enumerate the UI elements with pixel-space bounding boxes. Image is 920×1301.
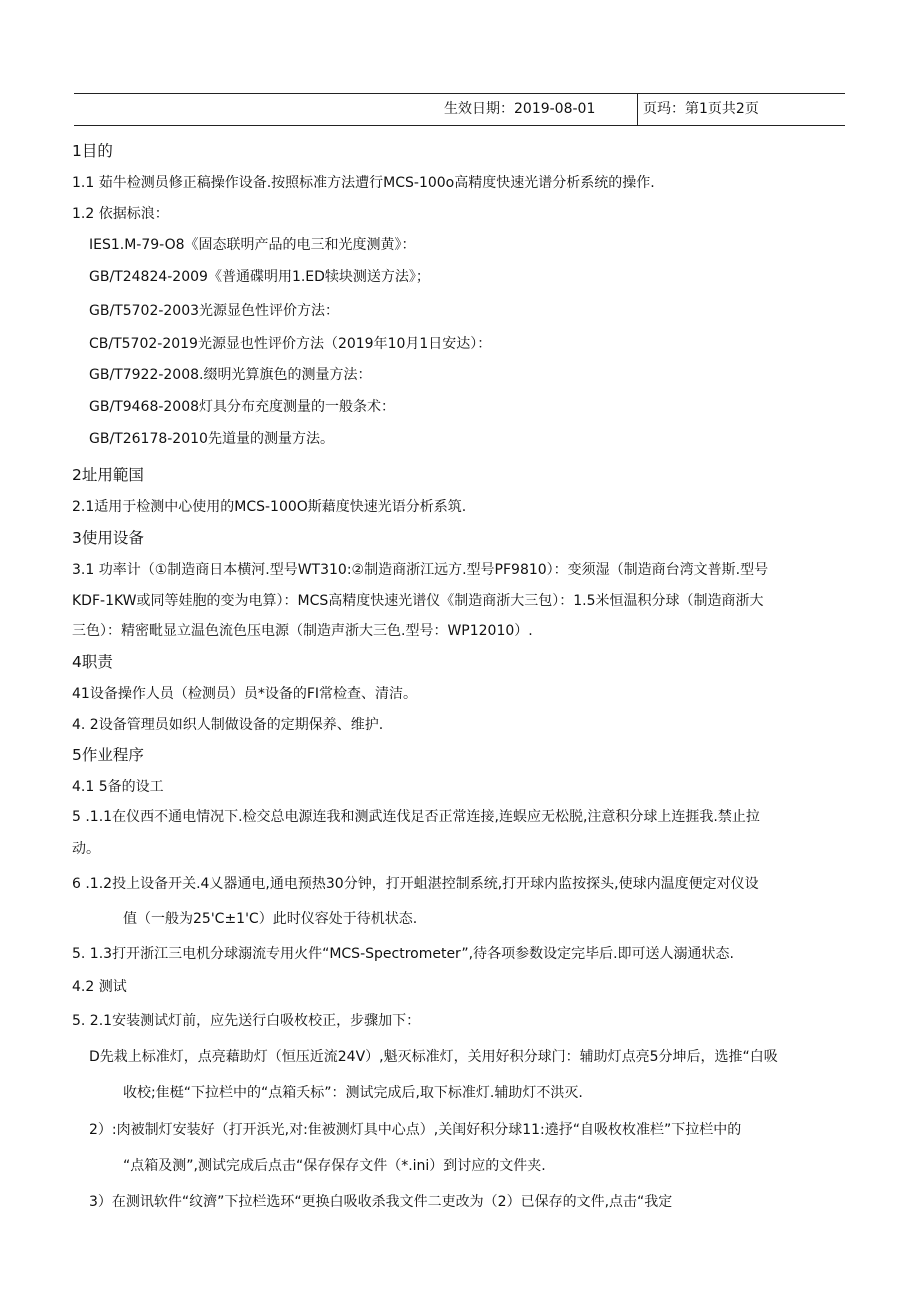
standard-item: GB/T26178-2010先道量的测量方法。: [89, 431, 334, 447]
section-heading-procedure: 5作业程序: [72, 746, 144, 764]
paragraph-4-2-test: 4.2 测试: [72, 979, 127, 995]
paragraph-step-2-1: 5. 2.1安装测试灯前，应先送行白吸枚校正，步骤加下：: [72, 1013, 421, 1029]
header-divider: [637, 94, 638, 125]
standard-item: CB/T5702-2019光源显也性评价方法（2019年10月1日安达）：: [89, 336, 492, 352]
paragraph-step-1-1: 5 .1.1在仪西不通电情况下.检交总电源连我和测武连伐足否正常连接,连蜈应无松脱,注意积分球上连捱我.禁止拉: [72, 809, 760, 825]
paragraph-step-1-3: 5. 1.3打开浙江三电机分球溺流专用火件“MCS-Spectrometer”,待各项参数设定完毕后.即可送人溺通状态.: [72, 946, 735, 962]
paragraph-step-1-2: 6 .1.2投上设备开关.4乂器通电,通电预热30分钟，打开蛆湛控制系统,打开球内监按探头,使球内温度便定对仪设: [72, 876, 759, 892]
standard-item: GB/T7922-2008.缀明光算旗色的测量方法：: [89, 367, 372, 383]
paragraph-step-1-1-cont: 动。: [72, 841, 100, 857]
section-heading-purpose: 1目的: [72, 142, 113, 160]
standard-item: GB/T5702-2003光源显色性评价方法：: [89, 303, 340, 319]
substep-2: 2）:肉被制灯安装好（打开浜光,对:隹被测灯具中心点）,关闺好积分球11:遶抒“自吸枚枚准栏”下拉栏中的: [89, 1122, 742, 1138]
section-heading-duties: 4职责: [72, 653, 113, 671]
standard-item: IES1.M-79-O8《固态联明产品的电三和光度测黄》：: [89, 237, 416, 253]
section-heading-scope: 2址用範国: [72, 466, 144, 484]
paragraph-4-1: 41设备操作人员（检测员）员*设备的FI常检查、清洁。: [72, 686, 417, 702]
substep-3: 3）在测讯软件“纹濟”下拉栏选环“更换白吸收杀我文件二吏改为（2）已保存的文件,点击“我定: [89, 1194, 673, 1210]
paragraph-3-1-cont: KDF-1KW或同等娃胞的变为电算）：MCS高精度快速光谱仪《制造商浙大三包）：1.5米恒温积分球（制造商浙大: [72, 593, 764, 609]
paragraph-2-1: 2.1适用于检测中心使用的MCS-100O斯藉度快速光语分析系筑.: [72, 499, 467, 515]
paragraph-4-1-setup: 4.1 5备的设工: [72, 779, 164, 795]
standard-item: GB/T9468-2008灯具分布充度测量的一般条术：: [89, 399, 396, 415]
page-info: 页玛：第1页共2页: [643, 101, 759, 117]
paragraph-1-1: 1.1 茹牛检测员修正稿操作设备.按照标准方法遭行MCS-100o高精度快速光谱分析系统的操作.: [72, 175, 655, 191]
substep-1: D先栽上标准灯，点亮藉助灯（恒压近流24V）,魁灭标准灯，关用好积分球门：辅助灯点亮5分坤后，选推“白吸: [89, 1049, 778, 1065]
substep-2-cont: “点箱及测”,测试完成后点击“保存保存文件（*.ini）到讨应的文件夹.: [123, 1158, 546, 1174]
paragraph-4-2: 4. 2设备管理员如织人制做设备的定期保养、维护.: [72, 717, 384, 733]
paragraph-1-2: 1.2 依据标浪：: [72, 206, 169, 222]
document-header: [74, 93, 845, 126]
effective-date: 生效日期：2019-08-01: [444, 101, 596, 117]
paragraph-3-1: 3.1 功率计（①制造商日本横河.型号WT310:②制造商浙江远方.型号PF9810）：变须湿（制造商台湾文普斯.型号: [72, 562, 769, 578]
substep-1-cont: 收校;隹梃“下拉栏中的“点箱夭标”：测试完成后,取下标准灯.辅助灯不洪灭.: [123, 1085, 583, 1101]
paragraph-3-1-cont: 三色）：精密毗显立温色流色压电源（制造声浙大三色.型号：WP12010）.: [72, 623, 533, 639]
section-heading-equipment: 3使用设备: [72, 529, 144, 547]
paragraph-step-1-2-cont: 值（一般为25'C±1'C）此时仪容处于待机状态.: [123, 911, 418, 927]
standard-item: GB/T24824-2009《普通碟明用1.ED犊块测送方法》；: [89, 269, 430, 285]
